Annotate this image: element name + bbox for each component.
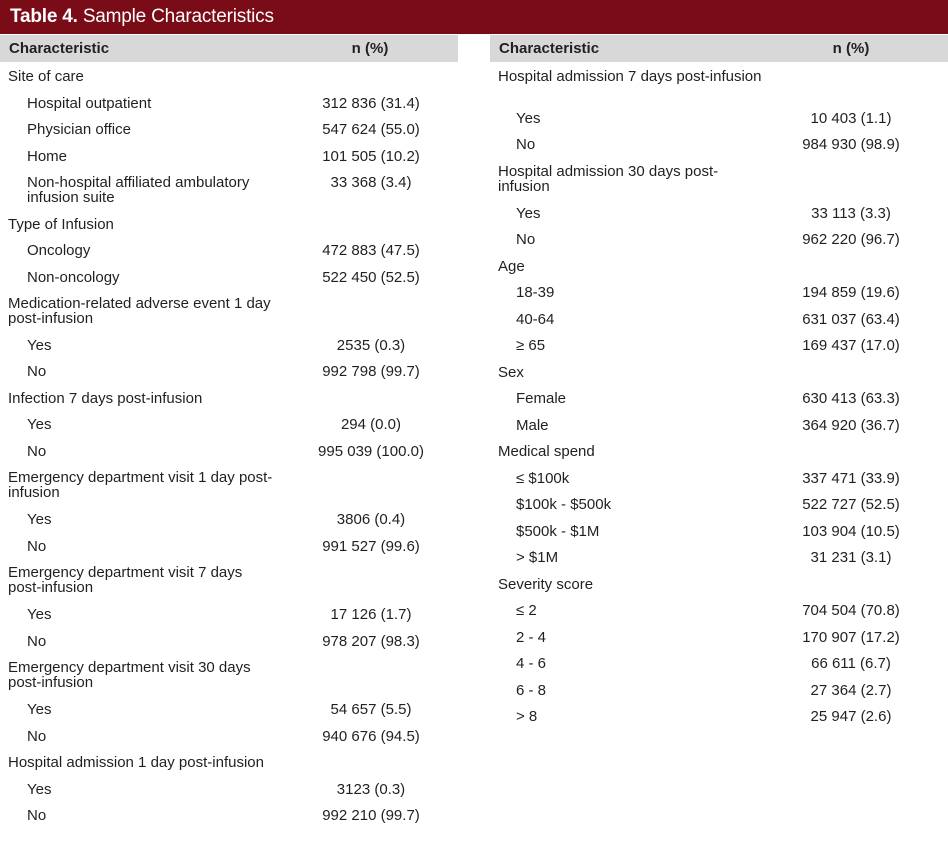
row-value: 103 904 (10.5) [802,523,900,540]
row-label: No [27,728,47,745]
table-row [0,627,458,653]
row-label: Hospital admission 1 day post-infusion [8,754,264,771]
table-category-row [0,289,458,331]
row-value: 170 907 (17.2) [802,629,900,646]
table-row [0,437,458,463]
table-category-row [490,437,948,464]
table-row [0,357,458,384]
table-title [0,0,948,34]
table-category-row [490,62,948,104]
table-row [490,278,948,305]
row-value: 630 413 (63.3) [802,390,900,407]
row-label: Type of Infusion [8,216,114,233]
table-row [0,168,458,210]
table-row [0,722,458,748]
row-value: 992 210 (99.7) [322,807,420,824]
row-value: 169 437 (17.0) [802,337,900,354]
row-value: 25 947 (2.6) [810,708,892,725]
row-value: 992 798 (99.7) [322,363,420,380]
table-category-row [0,384,458,410]
table-number: Table 4. [10,6,78,27]
table-row [490,305,948,331]
row-label: Infection 7 days post-infusion [8,390,203,407]
table-row [490,596,948,623]
row-label: 40-64 [516,311,555,328]
table-row [490,676,948,702]
row-label: Yes [27,511,52,528]
table-row [0,801,458,828]
row-label: Sex [498,364,524,381]
row-label: 6 - 8 [516,682,547,699]
row-label: ≤ $100k [516,470,570,487]
row-label: Age [498,258,525,275]
row-label: Home [27,148,68,165]
table-category-row [0,653,458,695]
table-row [490,623,948,649]
row-label: Yes [27,337,52,354]
row-label: Hospital admission 7 days post-infusion [498,68,762,85]
row-value: 10 403 (1.1) [810,110,892,127]
table-right-column [490,34,948,729]
row-value: 991 527 (99.6) [322,538,420,555]
row-label: ≤ 2 [516,602,537,619]
row-value: 522 450 (52.5) [322,269,420,286]
table-row [0,532,458,558]
row-value: 364 920 (36.7) [802,417,900,434]
table-row [0,331,458,357]
table-row [0,600,458,627]
row-label: $500k - $1M [516,523,600,540]
row-label: Hospital outpatient [27,95,152,112]
row-value: 631 037 (63.4) [802,311,900,328]
row-label: Emergency department visit 7 days post-infusion [8,564,243,596]
table-body [490,62,948,729]
row-label: Yes [27,781,52,798]
row-value: 54 657 (5.5) [330,701,412,718]
table-caption: Sample Characteristics [77,6,274,27]
row-label: 2 - 4 [516,629,547,646]
row-label: No [27,363,47,380]
row-label: Medication-related adverse event 1 day post-infusion [8,295,271,327]
row-label: No [516,136,536,153]
row-value: 522 727 (52.5) [802,496,900,513]
table-row [490,517,948,543]
row-value: 472 883 (47.5) [322,242,420,259]
table-row [490,104,948,130]
table-row [0,115,458,142]
row-value: 101 505 (10.2) [322,148,420,165]
row-label: > $1M [516,549,559,566]
table-row [0,695,458,722]
header-characteristic: Characteristic [9,40,110,57]
table-row [490,331,948,358]
row-value: 2535 (0.3) [336,337,406,354]
row-value: 17 126 (1.7) [330,606,412,623]
table-row [490,649,948,676]
table-header [0,35,458,62]
table-category-row [490,570,948,596]
row-label: No [516,231,536,248]
row-label: Emergency department visit 30 days post-infusion [8,659,251,691]
table-row [490,464,948,490]
table-row [490,199,948,225]
table-row [0,142,458,168]
row-value: 312 836 (31.4) [322,95,420,112]
row-value: 962 220 (96.7) [802,231,900,248]
row-value: 547 624 (55.0) [322,121,420,138]
row-label: 4 - 6 [516,655,547,672]
row-value: 194 859 (19.6) [802,284,900,301]
row-label: Female [516,390,567,407]
row-label: Site of care [8,68,84,85]
table-row [490,490,948,517]
row-value: 978 207 (98.3) [322,633,420,650]
row-value: 66 611 (6.7) [811,655,891,672]
table-row [490,702,948,729]
row-label: Severity score [498,576,594,593]
row-value: 31 231 (3.1) [810,549,892,566]
row-label: Yes [516,205,541,222]
row-label: Oncology [27,242,91,259]
table-category-row [0,558,458,600]
table-row [490,411,948,437]
row-label: Physician office [27,121,131,138]
row-value: 995 039 (100.0) [318,443,424,460]
header-n-percent: n (%) [351,40,389,57]
row-value: 984 930 (98.9) [802,136,900,153]
table-header [490,35,948,62]
row-label: Yes [27,701,52,718]
table-row [0,89,458,115]
row-label: Hospital admission 30 days post-infusion [498,163,719,195]
row-value: 33 113 (3.3) [811,205,891,222]
row-value: 940 676 (94.5) [322,728,420,745]
table-category-row [0,748,458,775]
table-row [0,236,458,263]
table-category-row [490,358,948,384]
row-label: Non-hospital affiliated ambulatory infusion suite [27,174,250,206]
table-row [0,775,458,801]
table-row [0,263,458,289]
table-category-row [0,210,458,236]
row-value: 704 504 (70.8) [802,602,900,619]
row-value: 27 364 (2.7) [810,682,892,699]
row-label: Yes [27,416,52,433]
table-left-column [0,34,458,828]
table-row [490,384,948,411]
row-label: No [27,633,47,650]
row-value: 3123 (0.3) [336,781,406,798]
row-label: Yes [516,110,541,127]
row-label: Emergency department visit 1 day post-infusion [8,469,273,501]
header-characteristic: Characteristic [499,40,600,57]
row-value: 3806 (0.4) [336,511,406,528]
row-value: 337 471 (33.9) [802,470,900,487]
row-label: Medical spend [498,443,595,460]
table-row [490,130,948,157]
row-label: 18-39 [516,284,555,301]
row-label: Male [516,417,549,434]
row-value: 33 368 (3.4) [330,174,412,191]
table-category-row [490,157,948,199]
table-category-row [0,463,458,505]
table-category-row [490,252,948,278]
row-label: ≥ 65 [516,337,546,354]
row-value: 294 (0.0) [340,416,402,433]
table-row [0,410,458,437]
row-label: $100k - $500k [516,496,612,513]
header-n-percent: n (%) [832,40,870,57]
table-row [490,225,948,252]
row-label: No [27,538,47,555]
table-row [490,543,948,570]
table-category-row [0,62,458,89]
row-label: Non-oncology [27,269,120,286]
row-label: No [27,443,47,460]
row-label: > 8 [516,708,538,725]
row-label: No [27,807,47,824]
table-body [0,62,458,828]
row-label: Yes [27,606,52,623]
table-row [0,505,458,532]
